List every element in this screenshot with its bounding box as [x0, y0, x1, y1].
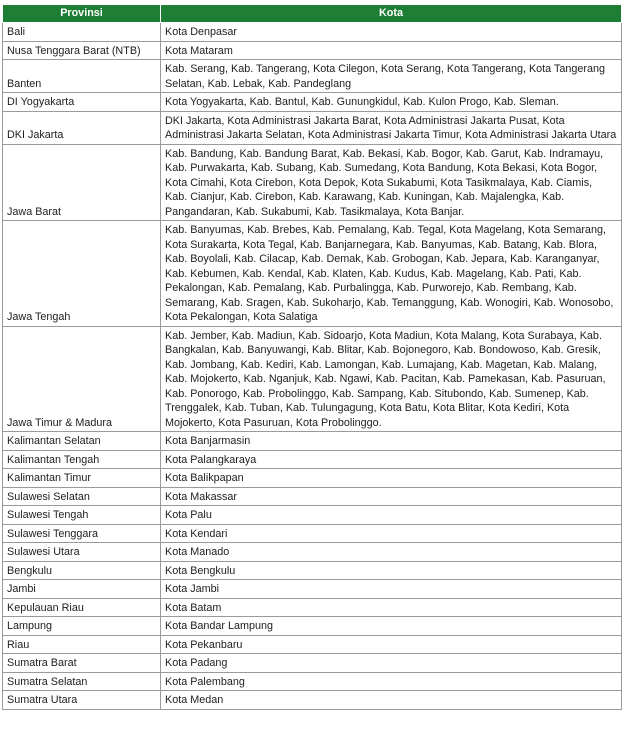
table-row: [3, 524, 622, 543]
city-cell: Kota Makassar: [161, 487, 622, 506]
city-cell: Kota Bandar Lampung: [161, 617, 622, 636]
province-cell: Kalimantan Timur: [3, 469, 161, 488]
province-cell: Kalimantan Tengah: [3, 450, 161, 469]
city-cell: Kota Batam: [161, 598, 622, 617]
table-row: [3, 111, 622, 144]
city-cell: Kota Banjarmasin: [161, 432, 622, 451]
city-cell: Kota Yogyakarta, Kab. Bantul, Kab. Gunungkidul, Kab. Kulon Progo, Kab. Sleman.: [161, 93, 622, 112]
city-cell: Kota Palembang: [161, 672, 622, 691]
city-cell: Kab. Bandung, Kab. Bandung Barat, Kab. Bekasi, Kab. Bogor, Kab. Garut, Kab. Indramayu, Kab. Purwakarta, Kab. Subang, Kab. Sumedang, Kota Bandung, Kota Bekasi, Kota Bogor, Kota Cimahi, Kota Cirebon, Kota Depok, Kota Sukabumi, Kota Tasikmalaya, Kab. Ciamis, Kab. Cianjur, Kab. Cirebon, Kab. Karawang, Kab. Kuningan, Kab. Majalengka, Kab. Pangandaran, Kab. Sukabumi, Kab. Tasikmalaya, Kota Banjar.: [161, 144, 622, 221]
province-cell: Bali: [3, 23, 161, 42]
province-cell: Banten: [3, 60, 161, 93]
province-cell: Nusa Tenggara Barat (NTB): [3, 41, 161, 60]
province-cell: Bengkulu: [3, 561, 161, 580]
table-row: [3, 506, 622, 525]
city-cell: Kota Medan: [161, 691, 622, 710]
city-column-header: Kota: [161, 5, 622, 23]
table-row: [3, 654, 622, 673]
province-cell: Jawa Tengah: [3, 221, 161, 327]
table-row: [3, 543, 622, 562]
city-cell: Kota Bengkulu: [161, 561, 622, 580]
header-row: [3, 5, 622, 23]
city-cell: Kota Denpasar: [161, 23, 622, 42]
city-cell: Kab. Banyumas, Kab. Brebes, Kab. Pemalang, Kab. Tegal, Kota Magelang, Kota Semarang, Kota Surakarta, Kota Tegal, Kab. Banjarnegara, Kab. Banyumas, Kab. Batang, Kab. Blora, Kab. Boyolali, Kab. Cilacap, Kab. Demak, Kab. Grobogan, Kab. Jepara, Kab. Karanganyar, Kab. Kebumen, Kab. Kendal, Kab. Klaten, Kab. Kudus, Kab. Magelang, Kab. Pati, Kab. Pekalongan, Kab. Pemalang, Kab. Purbalingga, Kab. Purworejo, Kab. Rembang, Kab. Semarang, Kab. Sragen, Kab. Sukoharjo, Kab. Temanggung, Kab. Wonogiri, Kab. Wonosobo, Kota Pekalongan, Kota Salatiga: [161, 221, 622, 327]
province-cell: Sulawesi Tengah: [3, 506, 161, 525]
province-city-table: [2, 4, 622, 710]
table-row: [3, 561, 622, 580]
province-cell: Jawa Timur & Madura: [3, 326, 161, 432]
province-cell: Sumatra Utara: [3, 691, 161, 710]
table-row: [3, 598, 622, 617]
city-cell: Kota Mataram: [161, 41, 622, 60]
province-cell: DI Yogyakarta: [3, 93, 161, 112]
city-cell: Kota Palangkaraya: [161, 450, 622, 469]
province-cell: Sumatra Barat: [3, 654, 161, 673]
province-cell: Sulawesi Utara: [3, 543, 161, 562]
province-cell: DKI Jakarta: [3, 111, 161, 144]
table-row: [3, 487, 622, 506]
city-cell: Kota Manado: [161, 543, 622, 562]
city-cell: Kab. Serang, Kab. Tangerang, Kota Cilegon, Kota Serang, Kota Tangerang, Kota Tangerang Selatan, Kab. Lebak, Kab. Pandeglang: [161, 60, 622, 93]
city-cell: DKI Jakarta, Kota Administrasi Jakarta Barat, Kota Administrasi Jakarta Pusat, Kota Administrasi Jakarta Selatan, Kota Administrasi Jakarta Timur, Kota Administrasi Jakarta Utara: [161, 111, 622, 144]
table-row: [3, 432, 622, 451]
table-row: [3, 144, 622, 221]
table-row: [3, 691, 622, 710]
province-cell: Lampung: [3, 617, 161, 636]
table-row: [3, 580, 622, 599]
province-column-header: Provinsi: [3, 5, 161, 23]
province-cell: Sumatra Selatan: [3, 672, 161, 691]
table-row: [3, 221, 622, 327]
province-cell: Jawa Barat: [3, 144, 161, 221]
province-cell: Sulawesi Tenggara: [3, 524, 161, 543]
city-cell: Kota Balikpapan: [161, 469, 622, 488]
table-body: [3, 23, 622, 710]
table-row: [3, 450, 622, 469]
table-row: [3, 326, 622, 432]
province-cell: Kalimantan Selatan: [3, 432, 161, 451]
province-cell: Jambi: [3, 580, 161, 599]
table-row: [3, 672, 622, 691]
province-cell: Riau: [3, 635, 161, 654]
table-row: [3, 635, 622, 654]
city-cell: Kota Jambi: [161, 580, 622, 599]
table-row: [3, 469, 622, 488]
city-cell: Kota Padang: [161, 654, 622, 673]
table-row: [3, 23, 622, 42]
table-row: [3, 41, 622, 60]
city-cell: Kab. Jember, Kab. Madiun, Kab. Sidoarjo, Kota Madiun, Kota Malang, Kota Surabaya, Kab. Bangkalan, Kab. Banyuwangi, Kab. Blitar, Kab. Bojonegoro, Kab. Bondowoso, Kab. Gresik, Kab. Jombang, Kab. Kediri, Kab. Lamongan, Kab. Lumajang, Kab. Magetan, Kab. Malang, Kab. Mojokerto, Kab. Nganjuk, Kab. Ngawi, Kab. Pacitan, Kab. Pamekasan, Kab. Pasuruan, Kab. Ponorogo, Kab. Probolinggo, Kab. Sampang, Kab. Situbondo, Kab. Sumenep, Kab. Trenggalek, Kab. Tuban, Kab. Tulungagung, Kota Batu, Kota Blitar, Kota Kediri, Kota Mojokerto, Kota Pasuruan, Kota Probolinggo.: [161, 326, 622, 432]
city-cell: Kota Pekanbaru: [161, 635, 622, 654]
province-cell: Kepulauan Riau: [3, 598, 161, 617]
table-row: [3, 60, 622, 93]
province-cell: Sulawesi Selatan: [3, 487, 161, 506]
table-row: [3, 617, 622, 636]
table-row: [3, 93, 622, 112]
city-cell: Kota Kendari: [161, 524, 622, 543]
city-cell: Kota Palu: [161, 506, 622, 525]
